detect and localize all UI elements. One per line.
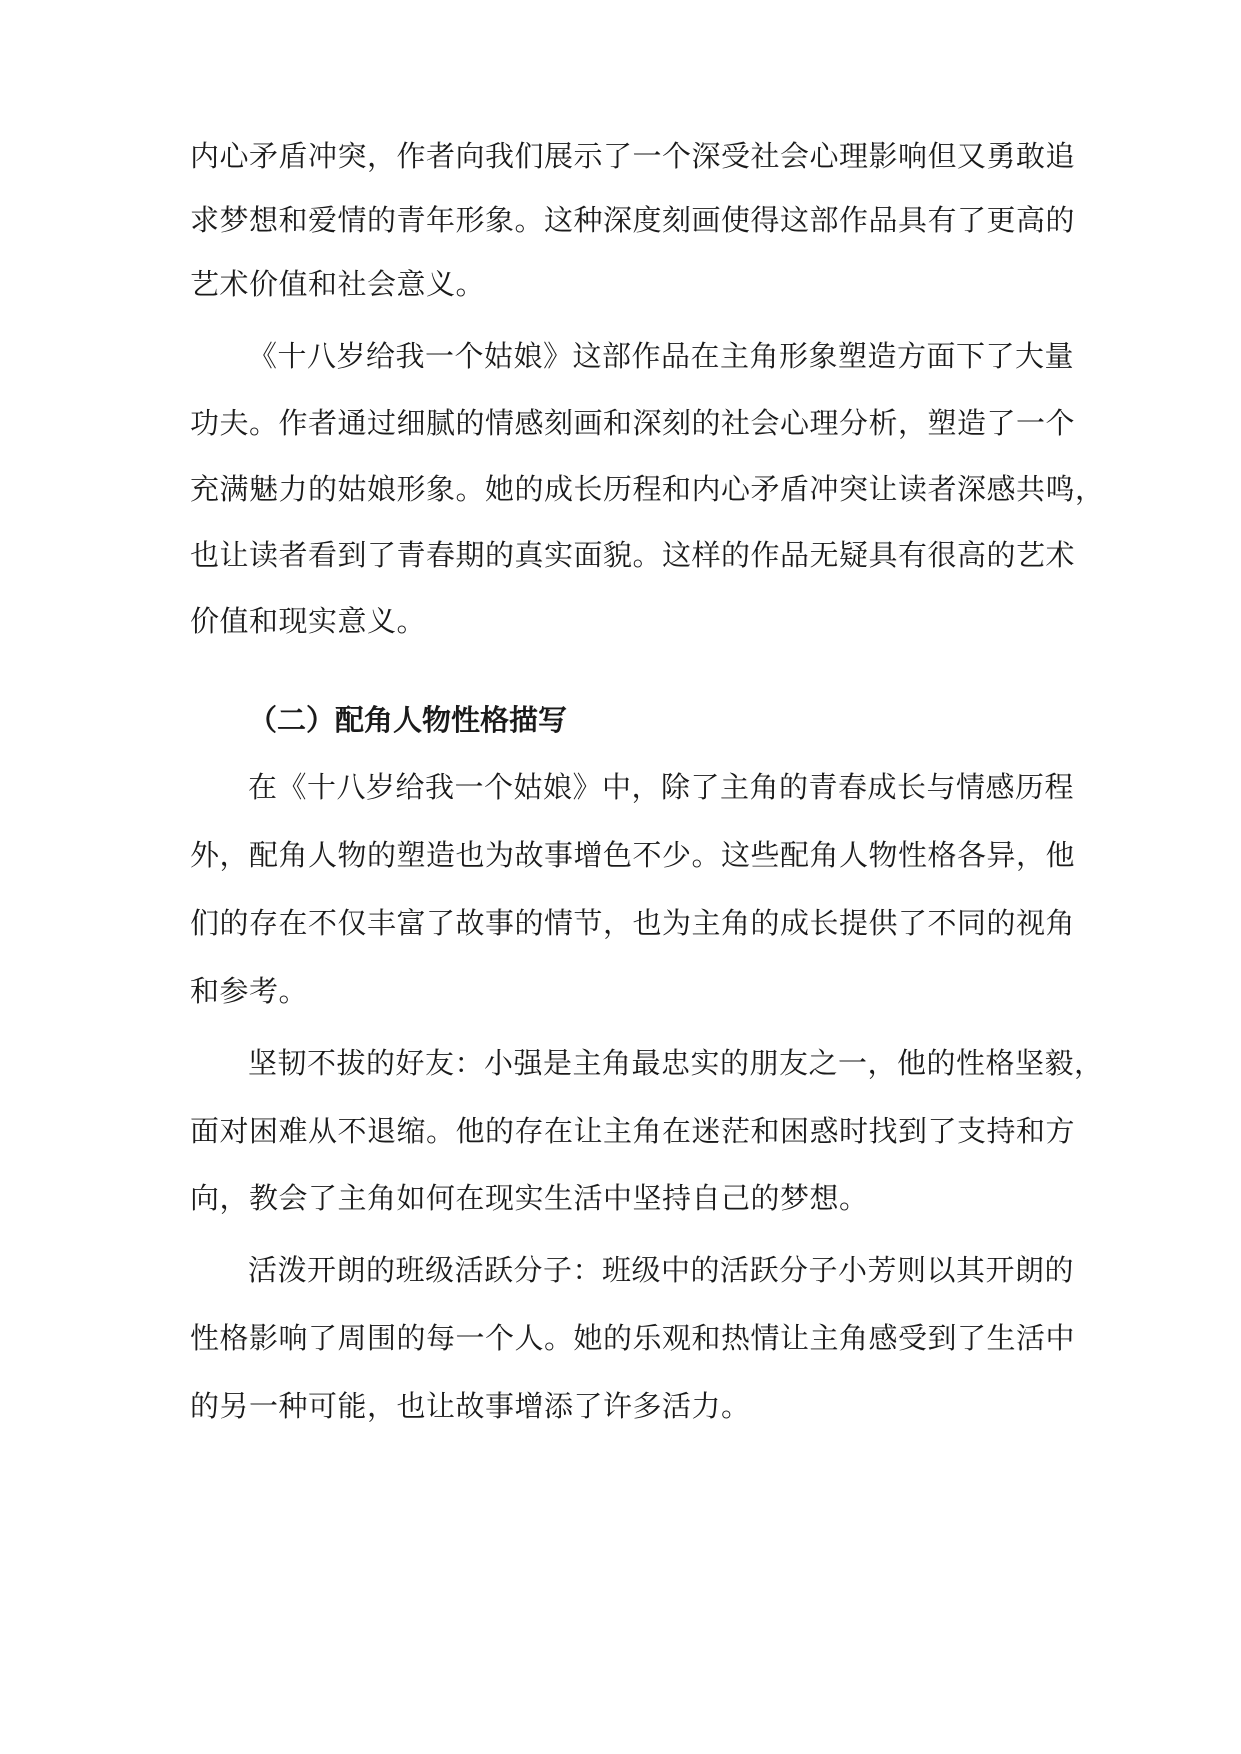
paragraph-1-line-1: 内心矛盾冲突，作者向我们展示了一个深受社会心理影响但又勇敢追 <box>190 139 1076 173</box>
paragraph-2-line-1: 《十八岁给我一个姑娘》这部作品在主角形象塑造方面下了大量 <box>248 339 1075 373</box>
paragraph-3-line-1: 在《十八岁给我一个姑娘》中，除了主角的青春成长与情感历程 <box>248 770 1075 804</box>
paragraph-2-line-5: 价值和现实意义。 <box>190 604 427 638</box>
paragraph-5-line-2: 性格影响了周围的每一个人。她的乐观和热情让主角感受到了生活中 <box>190 1321 1076 1355</box>
paragraph-5-line-1: 活泼开朗的班级活跃分子：班级中的活跃分子小芳则以其开朗的 <box>248 1253 1075 1287</box>
paragraph-3-line-2: 外，配角人物的塑造也为故事增色不少。这些配角人物性格各异，他 <box>190 838 1076 872</box>
paragraph-2-line-3: 充满魅力的姑娘形象。她的成长历程和内心矛盾冲突让读者深感共鸣， <box>190 472 1105 506</box>
paragraph-3-line-3: 们的存在不仅丰富了故事的情节，也为主角的成长提供了不同的视角 <box>190 906 1076 940</box>
paragraph-1-line-3: 艺术价值和社会意义。 <box>190 267 486 301</box>
paragraph-2-line-4: 也让读者看到了青春期的真实面貌。这样的作品无疑具有很高的艺术 <box>190 538 1076 572</box>
paragraph-5-line-3: 的另一种可能，也让故事增添了许多活力。 <box>190 1389 751 1423</box>
paragraph-4-line-2: 面对困难从不退缩。他的存在让主角在迷茫和困惑时找到了支持和方 <box>190 1114 1076 1148</box>
paragraph-4-line-3: 向，教会了主角如何在现实生活中坚持自己的梦想。 <box>190 1181 869 1215</box>
section-heading: （二）配角人物性格描写 <box>248 703 568 737</box>
paragraph-1-line-2: 求梦想和爱情的青年形象。这种深度刻画使得这部作品具有了更高的 <box>190 203 1076 237</box>
paragraph-3-line-4: 和参考。 <box>190 974 309 1008</box>
paragraph-2-line-2: 功夫。作者通过细腻的情感刻画和深刻的社会心理分析，塑造了一个 <box>190 406 1076 440</box>
paragraph-4-line-1: 坚韧不拔的好友：小强是主角最忠实的朋友之一，他的性格坚毅， <box>248 1046 1104 1080</box>
